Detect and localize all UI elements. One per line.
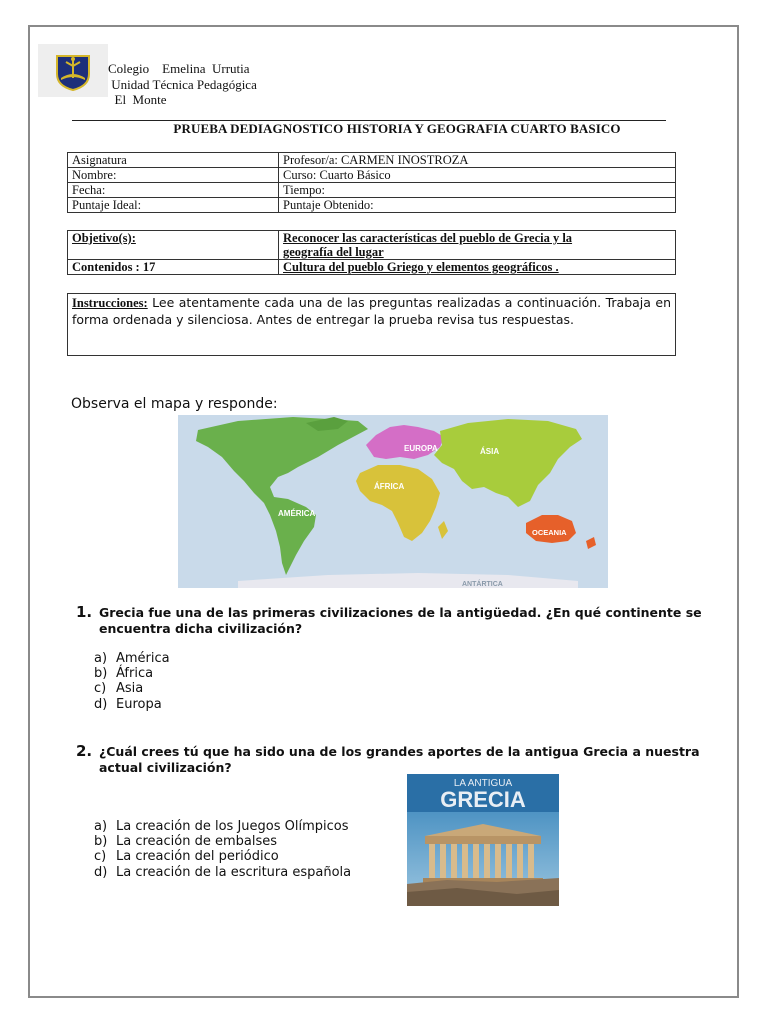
time-cell[interactable]: Tiempo:: [279, 183, 676, 198]
objective-text: Reconocer las características del pueblo de Grecia y la geografía del lugar: [279, 231, 676, 260]
school-logo: [38, 44, 108, 97]
option-a[interactable]: a) La creación de los Juegos Olímpicos: [94, 819, 349, 834]
map-prompt: Observa el mapa y responde:: [71, 396, 278, 412]
student-info-table: [67, 152, 676, 213]
school-line: Unidad Técnica Pedagógica: [108, 76, 257, 92]
school-name: [108, 61, 257, 108]
content-text: Cultura del pueblo Griego y elementos geográficos .: [279, 260, 676, 275]
obtained-score-cell[interactable]: Puntaje Obtenido:: [279, 198, 676, 213]
greece-image-subtitle: LA ANTIGUA: [453, 778, 513, 789]
objective-label: Objetivo(s):: [68, 231, 279, 260]
school-line: Colegio Emelina Urrutia: [108, 61, 250, 76]
school-line: El Monte: [108, 92, 167, 107]
map-label-america: AMÉRICA: [278, 509, 316, 518]
question-text: Grecia fue una de las primeras civilizaciones de la antigüedad. ¿En qué continente se encuentra dicha civilización?: [99, 605, 702, 636]
question-1: [76, 605, 716, 637]
course-cell: Curso: Cuarto Básico: [279, 168, 676, 183]
map-label-asia: ÁSIA: [480, 447, 500, 456]
map-label-oceania: OCEANIA: [532, 528, 567, 537]
world-map: [178, 415, 608, 588]
greece-image-title: GRECIA: [440, 787, 526, 812]
instructions-text: Lee atentamente cada una de las preguntas realizadas a continuación. Trabaja en forma ordenada y silenciosa. Antes de entregar la prueba revisa tus respuestas.: [72, 295, 671, 327]
option-d[interactable]: d) La creación de la escritura española: [94, 864, 352, 880]
subject-cell: Asignatura: [68, 153, 279, 168]
instructions-label: Instrucciones:: [72, 296, 148, 310]
ancient-greece-image: [407, 774, 559, 906]
question-number: 2.: [76, 742, 93, 760]
option-c[interactable]: c) Asia: [94, 681, 144, 697]
question-text: ¿Cuál crees tú que ha sido una de los grandes aportes de la antigua Grecia a nuestra actual civilización?: [99, 744, 700, 775]
option-d[interactable]: d) Europa: [94, 696, 162, 712]
option-b[interactable]: b) La creación de embalses: [94, 834, 278, 850]
objectives-table: [67, 230, 676, 275]
name-cell[interactable]: Nombre:: [68, 168, 279, 183]
instructions-box: [67, 293, 676, 356]
table-row: [68, 183, 676, 198]
test-title: PRUEBA DEDIAGNOSTICO HISTORIA Y GEOGRAFIA CUARTO BASICO: [173, 121, 621, 136]
date-cell[interactable]: Fecha:: [68, 183, 279, 198]
question-2-options: [94, 819, 351, 880]
question-number: 1.: [76, 603, 93, 621]
map-label-africa: ÁFRICA: [374, 482, 405, 491]
table-row: [68, 231, 676, 260]
option-c[interactable]: c) La creación del periódico: [94, 849, 279, 865]
ideal-score-cell: Puntaje Ideal:: [68, 198, 279, 213]
option-a[interactable]: a) América: [94, 651, 170, 666]
table-row: [68, 153, 676, 168]
option-b[interactable]: b) África: [94, 666, 154, 682]
table-row: [68, 198, 676, 213]
table-row: [68, 168, 676, 183]
table-row: [68, 260, 676, 275]
teacher-cell: Profesor/a: CARMEN INOSTROZA: [279, 153, 676, 168]
map-label-antarctica: ANTÁRTICA: [462, 581, 503, 588]
map-label-europe: EUROPA: [404, 444, 438, 453]
content-label: Contenidos : 17: [68, 260, 279, 275]
question-1-options: [94, 651, 170, 712]
question-2: [76, 744, 716, 776]
